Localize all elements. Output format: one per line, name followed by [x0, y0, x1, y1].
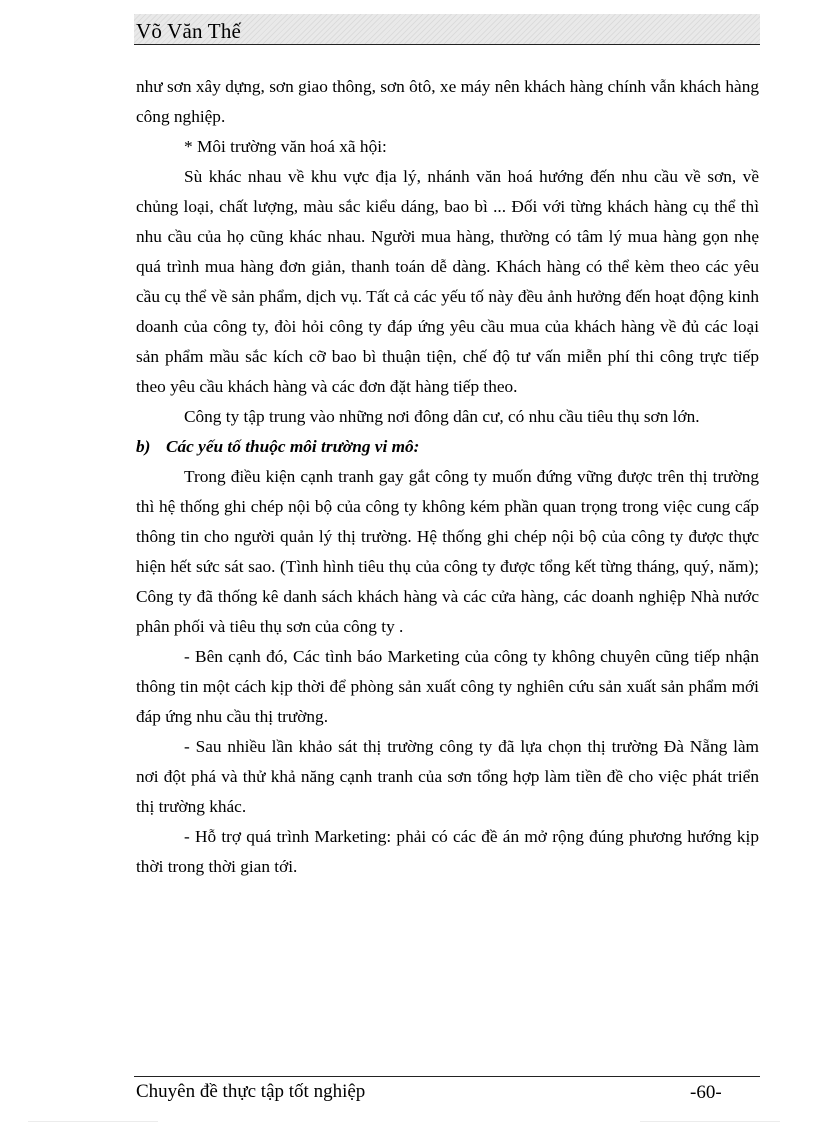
paragraph-5: Trong điều kiện cạnh tranh gay gắt công ty muốn đứng vững được trên thị trường thì hệ thống ghi chép nội bộ của công ty không kém phần quan trọng trong việc cung cấp thông tin cho người quản lý thị trường. Hệ thống ghi chép nội bộ của công ty được thực hiện hết sức sát sao. (Tình hình tiêu thụ của công ty được tổng kết từng tháng, quý, năm); Công ty đã thống kê danh sách khách hàng và các cửa hàng, các doanh nghiệp Nhà nước phân phối và tiêu thụ sơn của công ty . — [136, 467, 759, 636]
page-edge-mark-right — [640, 1121, 780, 1122]
paragraph-2: * Môi trường văn hoá xã hội: — [184, 137, 387, 156]
paragraph-6: - Bên cạnh đó, Các tình báo Marketing của công ty không chuyên cũng tiếp nhận thông tin một cách kịp thời để phòng sản xuất công ty nghiên cứu sản xuất sản phẩm mới đáp ứng nhu cầu thị trường. — [136, 647, 759, 726]
paragraph-7: - Sau nhiều lần khảo sát thị trường công ty đã lựa chọn thị trường Đà Nẵng làm nơi đột phá và thử khả năng cạnh tranh của sơn tổng hợp làm tiền đề cho việc phát triển thị trường khác. — [136, 737, 759, 816]
section-heading-b — [136, 432, 759, 462]
paragraph-4: Công ty tập trung vào những nơi đông dân cư, có nhu cầu tiêu thụ sơn lớn. — [184, 407, 700, 426]
paragraph-1: như sơn xây dựng, sơn giao thông, sơn ôtô, xe máy nên khách hàng chính vẫn khách hàng công nghiệp. — [136, 77, 759, 126]
document-body — [136, 72, 759, 882]
section-heading-text: Các yếu tố thuộc môi trường vi mô: — [166, 437, 420, 456]
page-number: -60- — [690, 1082, 722, 1103]
paragraph-8: - Hỗ trợ quá trình Marketing: phải có các đề án mở rộng đúng phương hướng kịp thời trong thời gian tới. — [136, 827, 759, 876]
page-edge-mark-left — [28, 1121, 158, 1122]
paragraph-3: Sù khác nhau về khu vực địa lý, nhánh văn hoá hướng đến nhu cầu về sơn, về chủng loại, chất lượng, màu sắc kiểu dáng, bao bì ... Đối với từng khách hàng cụ thể thì nhu cầu của họ cũng khác nhau. Người mua hàng, thường có tâm lý mua hàng gọn nhẹ quá trình mua hàng đơn giản, thanh toán dễ dàng. Khách hàng có thể kèm theo các yêu cầu cụ thể về sản phẩm, dịch vụ. Tất cả các yếu tố này đều ảnh hưởng đến hoạt động kinh doanh của công ty, đòi hỏi công ty đáp ứng yêu cầu mua của khách hàng về đủ các loại sản phẩm mầu sắc kích cỡ bao bì thuận tiện, chế độ tư vấn miễn phí thi công trực tiếp theo yêu cầu khách hàng và các đơn đặt hàng tiếp theo. — [136, 167, 759, 396]
footer-title: Chuyên đề thực tập tốt nghiệp — [136, 1081, 366, 1102]
section-heading-label: b) — [136, 437, 151, 456]
header-author: Võ Văn Thế — [136, 19, 242, 43]
footer-rule — [134, 1076, 760, 1077]
